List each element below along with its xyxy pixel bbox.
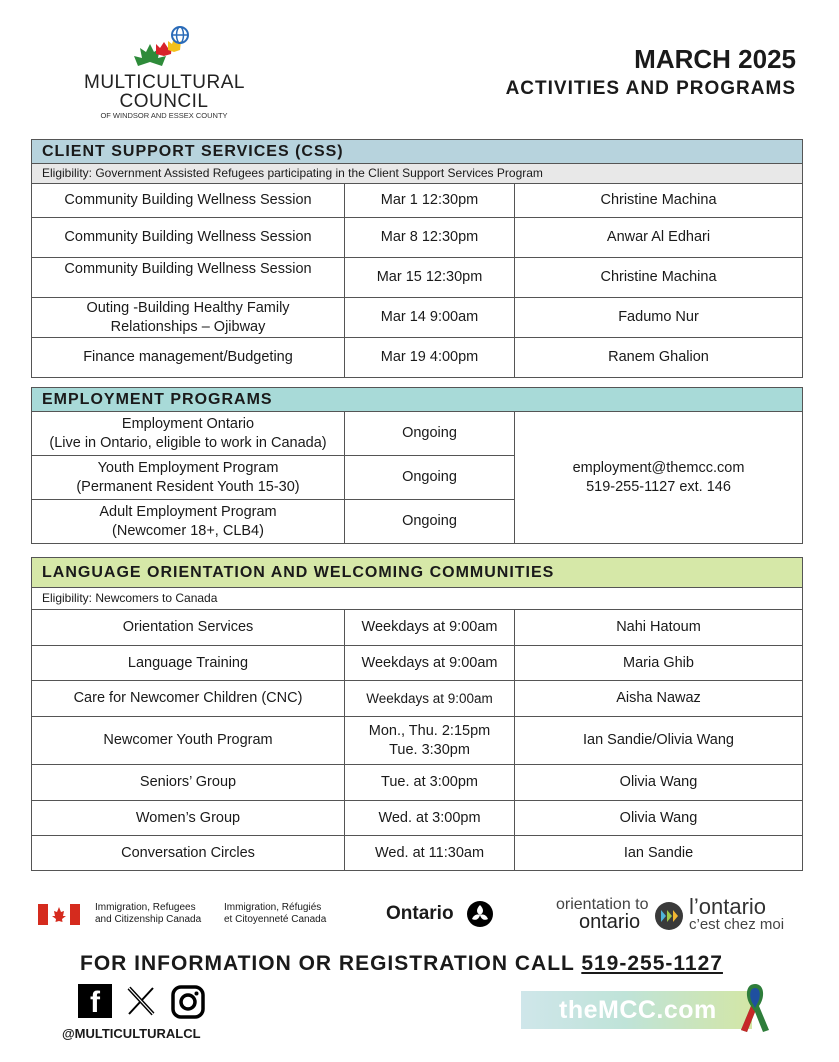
program-line-2: Relationships – Ojibway <box>110 318 266 335</box>
awareness-ribbon-icon <box>737 980 773 1036</box>
css-eligibility: Eligibility: Government Assisted Refugees participating in the Client Support Services Program <box>32 164 803 184</box>
time-cell: Wed. at 11:30am <box>345 836 515 871</box>
employment-heading: EMPLOYMENT PROGRAMS <box>32 388 803 412</box>
table-row <box>32 836 803 871</box>
table-row <box>32 610 803 646</box>
table-row <box>32 218 803 258</box>
table-row <box>32 184 803 218</box>
time-cell: Mar 19 4:00pm <box>345 338 515 378</box>
time-cell: Weekdays at 9:00am <box>345 646 515 681</box>
time-cell: Weekdays at 9:00am <box>345 681 515 717</box>
program-line-1: Outing -Building Healthy Family <box>86 299 290 316</box>
language-heading: LANGUAGE ORIENTATION AND WELCOMING COMMUNITIES <box>32 558 803 588</box>
contact-cell: Christine Machina <box>515 258 803 298</box>
ontario-logo-text: Ontario <box>386 903 454 924</box>
website-text: theMCC.com <box>559 996 717 1024</box>
oto-line-2: ontario <box>579 911 641 933</box>
program-line-1: Adult Employment Program <box>99 503 277 520</box>
time-cell: Mar 15 12:30pm <box>345 258 515 298</box>
program-cell: Language Training <box>32 646 345 681</box>
employment-table <box>31 387 803 544</box>
program-cell: Conversation Circles <box>32 836 345 871</box>
lontario-line-2: c’est chez moi <box>689 916 785 933</box>
table-row <box>32 338 803 378</box>
table-row <box>32 646 803 681</box>
program-cell: Orientation Services <box>32 610 345 646</box>
time-cell: Ongoing <box>345 500 515 544</box>
contact-cell: Ian Sandie/Olivia Wang <box>515 717 803 765</box>
mcc-logo <box>84 22 244 122</box>
table-row <box>32 298 803 338</box>
table-row <box>32 765 803 801</box>
program-line-2: (Newcomer 18+, CLB4) <box>112 522 264 539</box>
contact-cell: Anwar Al Edhari <box>515 218 803 258</box>
lontario-line-1: l’ontario <box>689 894 767 919</box>
employment-phone: 519-255-1127 ext. 146 <box>586 478 731 495</box>
css-table <box>31 139 803 378</box>
ircc-fr-line-1: Immigration, Réfugiés <box>224 902 322 913</box>
page-title: MARCH 2025 <box>634 44 796 74</box>
table-row <box>32 801 803 836</box>
orientation-arrows-icon <box>654 901 684 931</box>
program-line-2: (Live in Ontario, eligible to work in Canada) <box>49 434 327 451</box>
contact-cell: Christine Machina <box>515 184 803 218</box>
time-line-1: Mon., Thu. 2:15pm <box>368 722 491 739</box>
facebook-icon[interactable]: f <box>78 984 112 1018</box>
logo-line-2: COUNCIL <box>119 91 209 112</box>
time-cell: Mar 8 12:30pm <box>345 218 515 258</box>
ircc-fr-line-2: et Citoyenneté Canada <box>224 914 327 925</box>
contact-cell: Olivia Wang <box>515 765 803 801</box>
table-row <box>32 412 803 456</box>
contact-cell: Ian Sandie <box>515 836 803 871</box>
program-line-1: Employment Ontario <box>121 415 255 432</box>
language-eligibility: Eligibility: Newcomers to Canada <box>32 588 803 610</box>
time-cell: Mar 14 9:00am <box>345 298 515 338</box>
ircc-english <box>95 902 201 926</box>
ircc-logo <box>38 896 358 932</box>
contact-cell: Nahi Hatoum <box>515 610 803 646</box>
oto-line-1: orientation to <box>556 896 649 913</box>
ircc-french <box>224 902 326 926</box>
logo-line-3: OF WINDSOR AND ESSEX COUNTY <box>100 111 228 120</box>
contact-cell: Fadumo Nur <box>515 298 803 338</box>
employment-contact-cell <box>515 412 803 544</box>
logo-line-1: MULTICULTURAL <box>84 72 245 93</box>
registration-call-line <box>80 952 723 976</box>
time-cell: Tue. at 3:00pm <box>345 765 515 801</box>
program-cell <box>32 500 345 544</box>
trillium-icon <box>466 900 494 928</box>
website-banner[interactable] <box>521 991 752 1029</box>
program-line-2: (Permanent Resident Youth 15-30) <box>76 478 300 495</box>
social-handle: @MULTICULTURALCL <box>62 1026 201 1041</box>
program-cell: Newcomer Youth Program <box>32 717 345 765</box>
maple-leaf-globe-icon <box>134 26 194 70</box>
time-cell: Mar 1 12:30pm <box>345 184 515 218</box>
contact-cell: Maria Ghib <box>515 646 803 681</box>
time-cell: Ongoing <box>345 456 515 500</box>
contact-cell: Olivia Wang <box>515 801 803 836</box>
canada-flag-icon <box>38 904 80 925</box>
program-cell: Women’s Group <box>32 801 345 836</box>
contact-cell: Aisha Nawaz <box>515 681 803 717</box>
contact-cell: Ranem Ghalion <box>515 338 803 378</box>
time-cell: Weekdays at 9:00am <box>345 610 515 646</box>
employment-email[interactable]: employment@themcc.com <box>572 459 745 476</box>
x-icon[interactable] <box>124 984 158 1018</box>
ircc-en-line-1: Immigration, Refugees <box>95 902 196 913</box>
css-heading: CLIENT SUPPORT SERVICES (CSS) <box>32 140 803 164</box>
time-cell: Ongoing <box>345 412 515 456</box>
program-line-1: Youth Employment Program <box>97 459 279 476</box>
time-cell <box>345 717 515 765</box>
table-row <box>32 258 803 298</box>
program-cell <box>32 412 345 456</box>
program-cell: Seniors’ Group <box>32 765 345 801</box>
table-row <box>32 717 803 765</box>
program-cell: Finance management/Budgeting <box>32 338 345 378</box>
language-table <box>31 557 803 871</box>
instagram-icon[interactable] <box>170 984 206 1020</box>
ircc-en-line-2: and Citizenship Canada <box>95 914 202 925</box>
call-phone-link[interactable]: 519-255-1127 <box>581 952 723 975</box>
program-cell: Care for Newcomer Children (CNC) <box>32 681 345 717</box>
call-text: FOR INFORMATION OR REGISTRATION CALL <box>80 952 582 975</box>
time-line-2: Tue. 3:30pm <box>389 741 470 758</box>
page-subtitle: ACTIVITIES AND PROGRAMS <box>505 78 796 99</box>
time-cell: Wed. at 3:00pm <box>345 801 515 836</box>
program-cell <box>32 456 345 500</box>
program-cell: Community Building Wellness Session <box>32 218 345 258</box>
table-row <box>32 681 803 717</box>
program-cell: Community Building Wellness Session <box>32 258 345 298</box>
program-cell: Community Building Wellness Session <box>32 184 345 218</box>
program-cell <box>32 298 345 338</box>
